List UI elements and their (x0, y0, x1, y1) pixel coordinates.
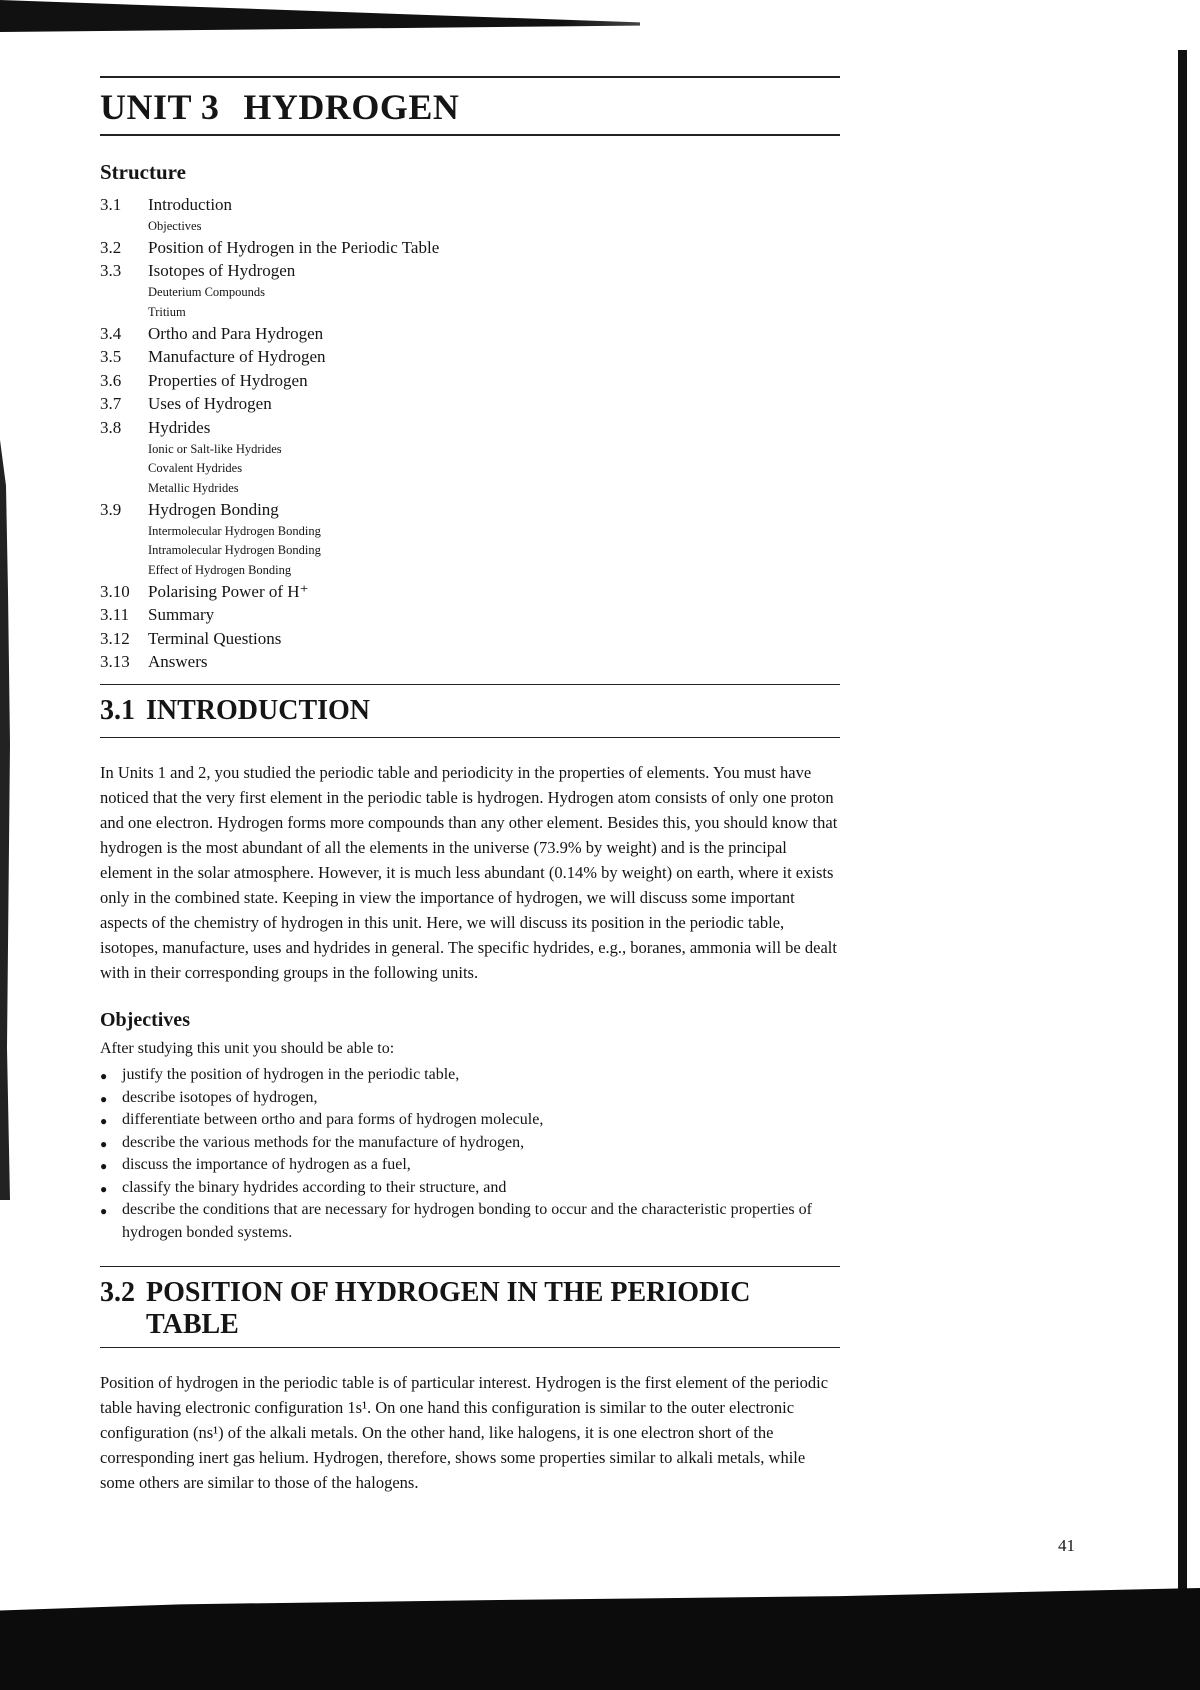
toc-item (100, 604, 840, 628)
document-page (100, 76, 840, 1495)
toc-item-number: 3.3 (100, 261, 122, 281)
toc-item-number: 3.7 (100, 394, 122, 414)
scan-top-edge (0, 0, 640, 32)
toc-item (100, 193, 840, 217)
objective-item: ● discuss the importance of hydrogen as a fuel, (100, 1154, 840, 1177)
toc-item-number: 3.8 (100, 417, 122, 437)
toc-subitem: Intermolecular Hydrogen Bonding (148, 523, 321, 538)
toc-item-number: 3.6 (100, 370, 122, 390)
title-rule-bottom (100, 134, 840, 136)
position-heading (100, 1277, 840, 1341)
intro-paragraph: In Units 1 and 2, you studied the periodic table and periodicity in the properties of elements. You must have noticed that the very first element in the periodic table is hydrogen. Hydrogen atom consists of only one proton and one electron. Hydrogen forms more compounds than any other element. Besides this, you should know that hydrogen is the most abundant of all the elements in the universe (73.9% by weight) and is the principal element in the solar atmosphere. However, it is much less abundant (0.14% by weight) on earth, where it exists only in the combined state. Keeping in view the importance of hydrogen, we will discuss some important aspects of the chemistry of hydrogen in this unit. Here, we will discuss its position in the periodic table, isotopes, manufacture, uses and hydrides in general. The specific hydrides, e.g., boranes, ammonia will be dealt with in their corresponding groups in the following units. (100, 763, 838, 982)
toc-item (100, 416, 840, 440)
toc-item-title: Introduction (148, 194, 233, 214)
page-number: 41 (1058, 1536, 1075, 1555)
position-heading-line1: POSITION OF HYDROGEN IN THE PERIODIC (146, 1277, 751, 1308)
toc-subitem: Covalent Hydrides (148, 461, 243, 476)
objectives-lead: After studying this unit you should be able to: (100, 1040, 395, 1057)
toc-item-title: Summary (148, 605, 215, 625)
title-rule-top (100, 76, 840, 78)
objective-item: ● justify the position of hydrogen in the periodic table, (100, 1064, 840, 1087)
toc-item-number: 3.11 (100, 605, 130, 625)
toc-item-number: 3.12 (100, 628, 130, 648)
scan-left-edge (0, 440, 10, 1200)
intro-heading-number: 3.1 (100, 695, 135, 726)
toc-item (100, 260, 840, 284)
toc-subitem: Ionic or Salt-like Hydrides (148, 441, 282, 456)
intro-heading-text: INTRODUCTION (146, 695, 371, 726)
position-rule-bottom (100, 1347, 840, 1348)
objective-item: ● describe the conditions that are necessary for hydrogen bonding to occur and the characteristic properties of hydrogen bonded systems. (100, 1199, 840, 1244)
toc-item-title: Properties of Hydrogen (148, 370, 308, 390)
toc-item-title: Polarising Power of H⁺ (148, 581, 309, 601)
unit-name: HYDROGEN (243, 87, 460, 127)
position-paragraph: Position of hydrogen in the periodic table is of particular interest. Hydrogen is the first element of the periodic table having electronic configuration 1s¹. On one hand this configuration is similar to the outer electronic configuration (ns¹) of the alkali metals. On the other hand, like halogens, it is one electron short of the corresponding inert gas helium. Hydrogen, therefore, shows some properties similar to alkali metals, while some others are similar to those of the halogens. (100, 1373, 829, 1492)
toc-item-number: 3.4 (100, 323, 122, 343)
toc-item-number: 3.9 (100, 499, 122, 519)
toc-item-title: Isotopes of Hydrogen (148, 261, 296, 281)
toc-subitem: Deuterium Compounds (148, 285, 266, 300)
toc-subitem: Objectives (148, 218, 202, 233)
toc-item (100, 369, 840, 393)
intro-heading (100, 695, 840, 727)
toc-subitem: Metallic Hydrides (148, 480, 239, 495)
scan-bottom-edge (0, 1588, 1200, 1690)
toc-item (100, 322, 840, 346)
position-heading-number: 3.2 (100, 1277, 135, 1308)
scan-right-edge (1178, 50, 1187, 1600)
position-rule-top (100, 1266, 840, 1267)
objectives-list (100, 1064, 840, 1244)
toc-item (100, 393, 840, 417)
toc-item-number: 3.10 (100, 581, 130, 601)
objective-item: ● differentiate between ortho and para forms of hydrogen molecule, (100, 1109, 840, 1132)
toc-item (100, 236, 840, 260)
intro-rule-bottom (100, 737, 840, 738)
table-of-contents (100, 193, 840, 674)
intro-rule-top (100, 684, 840, 685)
unit-title (100, 86, 840, 128)
toc-item (100, 580, 840, 604)
toc-item-title: Manufacture of Hydrogen (148, 347, 326, 367)
position-heading-line2: TABLE (146, 1309, 239, 1340)
objective-item: ● describe the various methods for the manufacture of hydrogen, (100, 1132, 840, 1155)
unit-number: UNIT 3 (100, 87, 220, 127)
toc-item-title: Answers (148, 652, 208, 672)
toc-item-number: 3.2 (100, 237, 122, 257)
toc-item-number: 3.5 (100, 347, 122, 367)
toc-item (100, 498, 840, 522)
objective-item: ● describe isotopes of hydrogen, (100, 1087, 840, 1110)
structure-heading: Structure (100, 160, 186, 184)
objectives-heading: Objectives (100, 1009, 190, 1031)
toc-subitem: Intramolecular Hydrogen Bonding (148, 543, 321, 558)
objective-item: ● classify the binary hydrides according to their structure, and (100, 1177, 840, 1200)
toc-subitem: Effect of Hydrogen Bonding (148, 562, 292, 577)
toc-item (100, 346, 840, 370)
toc-item-number: 3.13 (100, 652, 130, 672)
toc-item-title: Hydrogen Bonding (148, 499, 279, 519)
toc-item-title: Uses of Hydrogen (148, 394, 272, 414)
toc-subitem: Tritium (148, 304, 186, 319)
toc-item-number: 3.1 (100, 194, 122, 214)
toc-item (100, 651, 840, 675)
toc-item-title: Terminal Questions (148, 628, 282, 648)
toc-item-title: Hydrides (148, 417, 211, 437)
toc-item-title: Position of Hydrogen in the Periodic Table (148, 237, 440, 257)
toc-item-title: Ortho and Para Hydrogen (148, 323, 324, 343)
toc-item (100, 627, 840, 651)
